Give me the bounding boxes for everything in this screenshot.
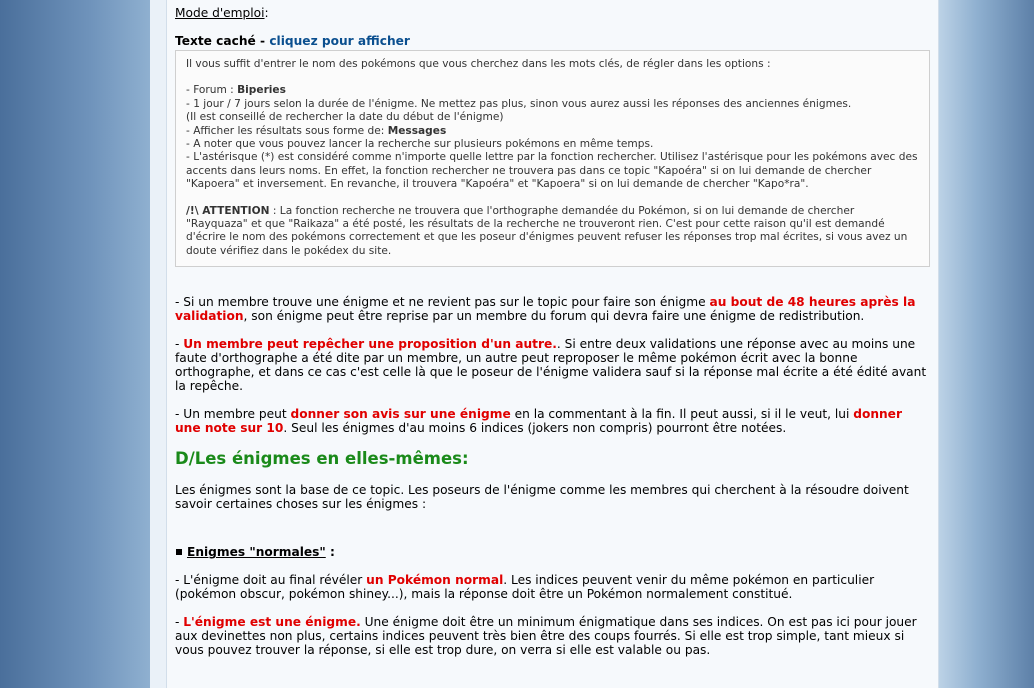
hidden-text-sep: - [255, 34, 270, 48]
square-bullet-icon [176, 549, 182, 555]
hidden-text-header [175, 34, 930, 48]
rule-1-text-a: - Si un membre trouve une énigme et ne revient pas sur le topic pour faire son énigme [175, 295, 710, 310]
rule-5-text-c: Une énigme doit être un minimum énigmatique dans ses indices. On est pas ici pour jouer aux devinettes non plus, certains indices peuvent très bien être des coups fourrés. Si elle est trop simple, tant mieux si vous pouvez trouver la réponse, si elle est trop dure, on verra si elle est valable ou pas. [175, 615, 917, 658]
attention-text: : La fonction recherche ne trouvera que l'orthographe demandée du Pokémon, si on lui demande de chercher "Rayquaza" et que "Raikaza" a été posté, les résultats de la recherche ne trouveront rien. C'est pour cette raison qu'il est demandé d'écrire le nom des pokémons correctement et que les poseur d'énigmes peuvent refuser les réponses trop mal écrites, si vous avez un doute vérifiez dans le pokédex du site. [186, 204, 908, 257]
rule-5-text-a: - [175, 615, 184, 630]
hidden-attention [186, 205, 919, 259]
rule-paragraph-5 [175, 615, 930, 657]
rule-3-text-c: en la commentant à la fin. Il peut aussi, si il le veut, lui [510, 407, 854, 422]
rule-paragraph-3 [175, 407, 930, 435]
rule-4-text-c: . Les indices peuvent venir du même pokémon en particulier (pokémon obscur, pokémon shiney...), mais la réponse doit être un Pokémon normalement constitué. [175, 573, 875, 602]
hidden-days-line: - 1 jour / 7 jours selon la durée de l'énigme. Ne mettez pas plus, sinon vous aurez aussi les réponses des anciennes énigmes. [186, 97, 852, 110]
hidden-forum-value: Biperies [237, 84, 286, 97]
show-hidden-link[interactable]: cliquez pour afficher [269, 34, 410, 48]
rule-1-highlight: au bout de 48 heures après la validation [175, 295, 916, 324]
hidden-days-note: (Il est conseillé de rechercher la date du début de l'énigme) [186, 111, 504, 124]
hidden-display-line [186, 125, 919, 138]
hidden-text-box [175, 50, 930, 267]
rule-paragraph-1 [175, 295, 930, 323]
rule-1-text-c: , son énigme peut être reprise par un membre du forum qui devra faire une énigme de redistribution. [243, 309, 865, 324]
page-background-right [939, 0, 1034, 688]
subheading-normal-enigmas [175, 545, 930, 559]
rule-2-highlight: Un membre peut repêcher une proposition d'un autre. [183, 337, 557, 352]
hidden-text-label: Texte caché [175, 34, 256, 48]
hidden-intro: Il vous suffit d'entrer le nom des pokémons que vous cherchez dans les mots clés, de régler dans les options : [186, 58, 771, 70]
rule-3-highlight-1: donner son avis sur une énigme [290, 407, 511, 422]
rule-paragraph-2 [175, 337, 930, 393]
attention-label: /!\ ATTENTION [186, 204, 270, 217]
rule-5-highlight: L'énigme est une énigme. [183, 615, 361, 630]
page-background-left [0, 0, 150, 688]
rule-2-text-a: - [175, 337, 184, 352]
section-intro: Les énigmes sont la base de ce topic. Les poseurs de l'énigme comme les membres qui cherchent à la résoudre doivent savoir certaines choses sur les énigmes : [175, 483, 909, 512]
rule-3-highlight-2: donner une note sur 10 [175, 407, 902, 436]
rule-2-text-c: . Si entre deux validations une réponse avec au moins une faute d'orthographe a été dite par un membre, un autre peut reproposer le même pokémon écrit avec la bonne orthographe, et dans ce cas c'est celle là que le poseur de l'énigme validera sauf si la réponse mal écrite a été édité avant la repêche. [175, 337, 927, 394]
mode-emploi-heading [175, 6, 930, 20]
hidden-display-value: Messages [387, 124, 447, 137]
rule-4-highlight: un Pokémon normal [366, 573, 504, 588]
subheading-label: Enigmes "normales" [187, 545, 326, 560]
section-title: D/Les énigmes en elles-mêmes: [175, 449, 469, 469]
rule-paragraph-4 [175, 573, 930, 601]
rule-4-text-a: - L'énigme doit au final révéler [175, 573, 367, 588]
hidden-display-pre: - Afficher les résultats sous forme de: [186, 124, 388, 137]
hidden-note-1: - A noter que vous pouvez lancer la recherche sur plusieurs pokémons en même temps. [186, 138, 654, 151]
mode-emploi-suffix: : [264, 6, 269, 20]
post-content [175, 6, 930, 671]
mode-emploi-label: Mode d'emploi [175, 6, 265, 20]
hidden-forum-line [186, 84, 919, 97]
rule-3-text-e: . Seul les énigmes d'au moins 6 indices (jokers non compris) pourront être notées. [283, 421, 787, 436]
rule-3-text-a: - Un membre peut [175, 407, 291, 422]
subheading-suffix: : [325, 545, 335, 560]
hidden-note-2: - L'astérisque (*) est considéré comme n'importe quelle lettre par la fonction rechercher. Utilisez l'astérisque pour les pokémons avec des accents dans leurs noms. En effet, la fonction rechercher ne trouvera pas dans ce topic "Kapoéra" si on lui demande de chercher "Kapoera" et inversement. En revanche, il trouvera "Kapoéra" et "Kapoera" si on lui demande de chercher "Kapo*ra". [186, 151, 918, 191]
hidden-forum-pre: - Forum : [186, 84, 238, 97]
post-body [166, 0, 939, 688]
